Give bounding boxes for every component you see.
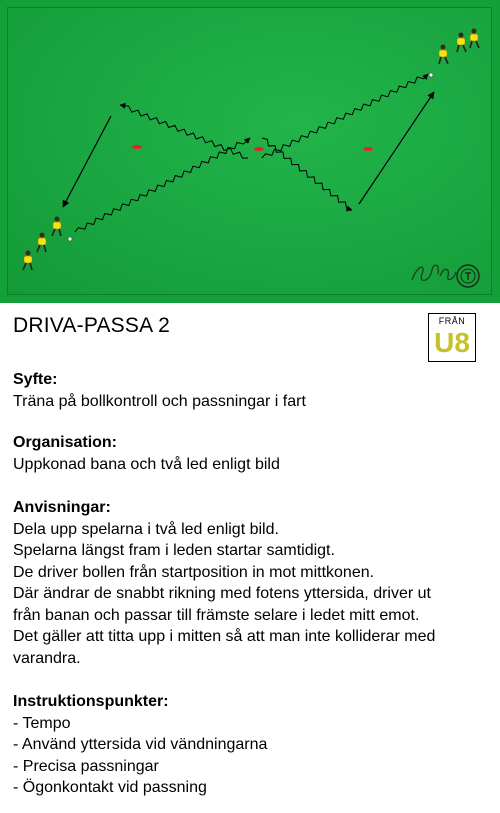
dribble-path-right-out	[262, 74, 428, 158]
instruktionspunkt-item: - Precisa passningar	[13, 757, 159, 775]
anvisningar-line: De driver bollen från startposition in mot mittkonen.	[13, 563, 375, 581]
anvisningar-line: Det gäller att titta upp i mitten så att man inte kolliderar med	[13, 628, 436, 645]
instruktionspunkt-item: - Ögonkontakt vid passning	[13, 779, 207, 796]
pass-line-left	[63, 116, 111, 207]
anvisningar-line: Spelarna längst fram i leden startar samtidigt.	[13, 542, 335, 559]
badge-level: U8	[434, 327, 470, 358]
player-group-right	[429, 29, 479, 78]
cone-center	[254, 147, 264, 151]
drill-diagram	[0, 0, 500, 303]
cone-left	[132, 145, 142, 149]
section-organisation	[13, 432, 493, 475]
drill-drawing	[0, 0, 500, 303]
drill-title: DRIVA-PASSA 2	[13, 314, 171, 337]
organisation-heading: Organisation:	[13, 434, 118, 451]
dribble-path-right-in	[262, 138, 352, 210]
anvisningar-line: från banan och passar till främste selare i ledet mitt emot.	[13, 606, 420, 624]
anvisningar-line: varandra.	[13, 649, 81, 667]
syfte-text: Träna på bollkontroll och passningar i fart	[13, 392, 306, 410]
cone-right	[363, 147, 373, 151]
anvisningar-line: Dela upp spelarna i två led enligt bild.	[13, 520, 279, 538]
anvisningar-heading: Anvisningar:	[13, 499, 111, 516]
signature-logo	[412, 265, 456, 280]
anvisningar-line: Där ändrar de snabbt rikning med fotens yttersida, driver ut	[13, 585, 431, 602]
club-emblem-icon	[457, 265, 479, 287]
pitch	[0, 0, 500, 303]
player-group-left	[23, 217, 72, 271]
badge-from-label: FRÅN	[438, 316, 466, 326]
dribble-path-left-in	[75, 138, 250, 232]
age-level-badge	[428, 313, 476, 362]
section-syfte	[13, 369, 493, 412]
instruktionspunkt-item: - Tempo	[13, 714, 71, 732]
organisation-text: Uppkonad bana och två led enligt bild	[13, 455, 280, 473]
syfte-heading: Syfte:	[13, 371, 58, 388]
instruktionspunkt-item: - Använd yttersida vid vändningarna	[13, 736, 268, 753]
section-instruktionspunkter	[13, 691, 493, 799]
dribble-path-left-out	[120, 105, 248, 158]
section-anvisningar	[13, 497, 493, 669]
instruktionspunkter-heading: Instruktionspunkter:	[13, 693, 169, 710]
